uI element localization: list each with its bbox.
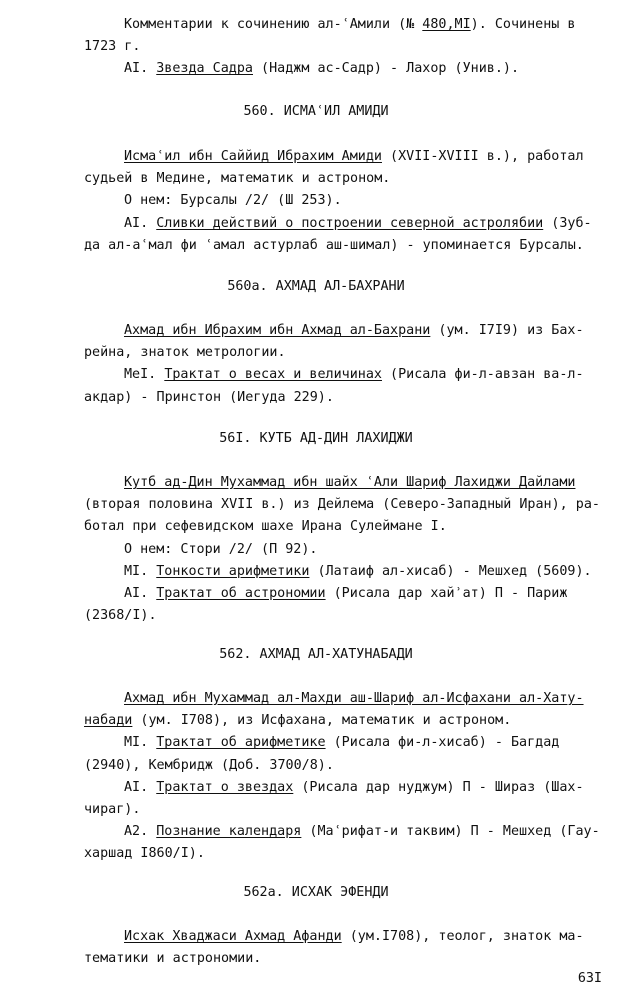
entry-561 — [84, 472, 604, 627]
text-line: да ал-аʿмал фи ʿамал астурлаб аш-шимал) - упоминается Бурсалы. — [84, 237, 584, 253]
text-line: 1723 г. — [84, 39, 141, 55]
text-line: ботал при сефевидском шахе Ирана Сулеймане I. — [84, 519, 447, 535]
text-line: Исхак Хваджаси Ахмад Афанди (ум.I708), теолог, знаток ма- — [124, 929, 584, 944]
page-number: 63I — [577, 971, 602, 986]
author-name: Ахмад ибн Мухаммад ал-Махди аш-Шариф ал-Исфахани ал-Хату- — [124, 691, 584, 706]
author-name: Исмаʿил ибн Саййид Ибрахим Амиди — [124, 149, 382, 164]
text-line: судьей в Медине, математик и астроном. — [84, 171, 391, 187]
author-name: Исхак Хваджаси Ахмад Афанди — [124, 929, 342, 944]
reference-number: 480,МI — [422, 17, 471, 32]
text-line: AI. Трактат об астрономии (Рисала дар хайʾат) П - Париж — [124, 585, 568, 601]
entry-559-continuation — [84, 14, 604, 81]
section-heading-562a: 562а. ИСХАК ЭФЕНДИ — [243, 885, 389, 900]
text-line: рейна, знаток метрологии. — [84, 345, 286, 361]
work-title: Трактат о весах и величинах — [164, 367, 382, 383]
work-title: Звезда Садра — [156, 61, 253, 77]
text-line: (вторая половина XVII в.) из Дейлема (Северо-Западный Иран), ра- — [84, 497, 600, 513]
text-line: МI. Трактат об арифметике (Рисала фи-л-хисаб) - Багдад — [124, 735, 560, 751]
work-title: Сливки действий о построении северной астролябии — [156, 215, 544, 231]
section-heading-561: 56I. КУТБ АД-ДИН ЛАХИДЖИ — [219, 431, 413, 446]
text-line: AI. Сливки действий о построении северной астролябии (Зуб- — [124, 215, 592, 231]
entry-560a — [84, 320, 604, 409]
text-line — [84, 472, 604, 494]
text-line: (2940), Кембридж (Доб. 3700/8). — [84, 757, 334, 773]
author-name: Кутб ад-Дин Мухаммад ибн шайх ʿАли Шариф Лахиджи Дайлами — [124, 475, 576, 490]
author-name: Ахмад ибн Ибрахим ибн Ахмад ал-Бахрани — [124, 323, 431, 338]
work-title: Трактат об арифметике — [156, 735, 326, 751]
text-line: (2368/I). — [84, 608, 157, 624]
text-line: О нем: Бурсалы /2/ (Ш 253). — [124, 193, 342, 209]
text-line: МеI. Трактат о весах и величинах (Рисала фи-л-авзан ва-л- — [124, 367, 584, 383]
work-title: Трактат о звездах — [156, 779, 294, 795]
text-line: чираг). — [84, 801, 141, 817]
entry-560 — [84, 146, 604, 257]
text-line: тематики и астрономии. — [84, 951, 262, 967]
text-line: харшад I860/I). — [84, 846, 205, 862]
author-name: набади — [84, 713, 133, 729]
work-title: Познание календаря — [156, 824, 302, 840]
entry-562a — [84, 926, 604, 970]
text-line: набади (ум. I708), из Исфахана, математик и астроном. — [84, 713, 512, 729]
entry-562 — [84, 688, 604, 866]
section-heading-560: 560. ИСМАʿИЛ АМИДИ — [243, 104, 389, 119]
text-line: О нем: Стори /2/ (П 92). — [124, 541, 318, 557]
work-title: Трактат об астрономии — [156, 585, 326, 601]
text-line: Ахмад ибн Ибрахим ибн Ахмад ал-Бахрани (ум. I7I9) из Бах- — [124, 323, 584, 338]
text-line: AI. Трактат о звездах (Рисала дар нуджум) П - Шираз (Шах- — [124, 779, 584, 795]
text-line: МI. Тонкости арифметики (Латаиф ал-хисаб) - Мешхед (5609). — [124, 563, 592, 579]
section-heading-560a: 560а. АХМАД АЛ-БАХРАНИ — [227, 279, 405, 294]
text-line: Комментарии к сочинению ал-ʿАмили (№ 480,МI). Сочинены в — [124, 17, 576, 32]
section-heading-562: 562. АХМАД АЛ-ХАТУНАБАДИ — [219, 647, 413, 662]
work-title: Тонкости арифметики — [156, 563, 310, 579]
text-line: А2. Познание календаря (Маʿрифат-и таквим) П - Мешхед (Гау- — [124, 824, 600, 840]
text-line: акдар) - Принстон (Иегуда 229). — [84, 389, 334, 405]
text-line: AI. Звезда Садра (Наджм ас-Садр) - Лахор (Унив.). — [124, 61, 520, 77]
text-line — [84, 688, 604, 710]
text-line: Исмаʿил ибн Саййид Ибрахим Амиди (XVII-XVIII в.), работал — [124, 149, 584, 164]
